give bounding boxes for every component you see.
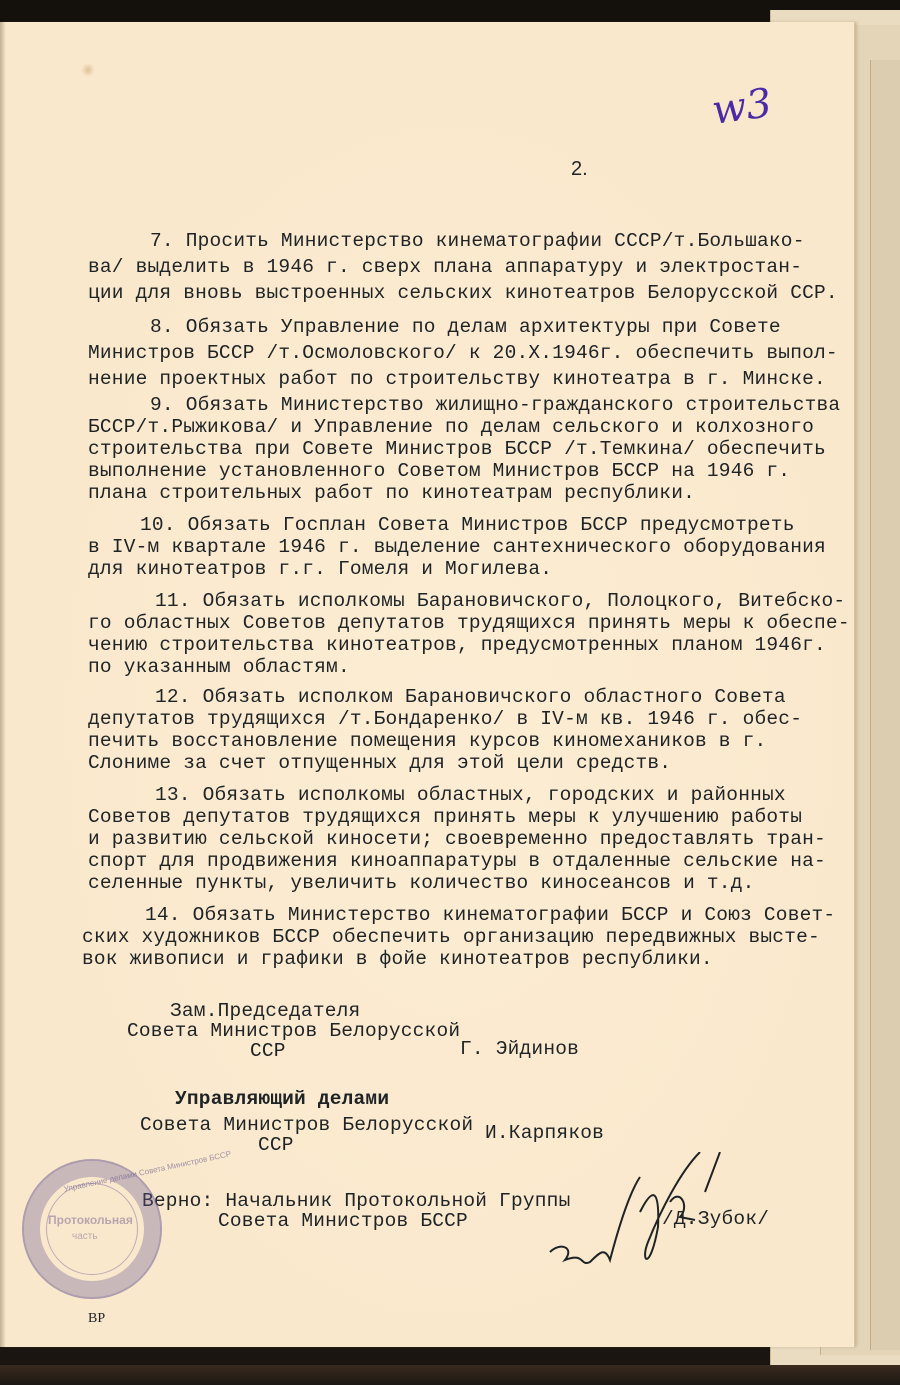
- page-number: 2.: [571, 158, 588, 180]
- paragraph-line: 10. Обязать Госплан Совета Министров БССР предусмотреть: [140, 514, 795, 536]
- paragraph-line: для кинотеатров г.г. Гомеля и Могилева.: [88, 558, 553, 580]
- paragraph-line: вок живописи и графики в фойе кинотеатров республики.: [82, 948, 713, 970]
- paragraph-line: Министров БССР /т.Осмоловского/ к 20.X.1946г. обеспечить выпол-: [88, 342, 838, 364]
- official-stamp: [22, 1149, 232, 1299]
- paragraph-line: выполнение установленного Советом Министров БССР на 1946 г.: [88, 460, 791, 482]
- signatory-title: Совета Министров Белорусской: [140, 1114, 474, 1136]
- signatory-title: ССР: [258, 1134, 294, 1156]
- paragraph-line: 8. Обязать Управление по делам архитектуры при Совете: [150, 316, 781, 338]
- paragraph-line: ции для вновь выстроенных сельских кинотеатров Белорусской ССР.: [88, 282, 838, 304]
- signatory-title: Совета Министров БССР: [218, 1210, 468, 1232]
- typist-initials: ВР: [88, 1311, 106, 1326]
- signatory-title: Верно: Начальник Протокольной Группы: [142, 1190, 571, 1212]
- signatory-title: ССР: [250, 1040, 286, 1062]
- paragraph-line: 9. Обязать Министерство жилищно-гражданского строительства: [150, 394, 841, 416]
- signatory-title: Зам.Председателя: [170, 1000, 361, 1022]
- document-page: [0, 22, 855, 1347]
- signatory-title: Управляющий делами: [175, 1088, 390, 1110]
- stamp-inner-ring: [46, 1183, 138, 1275]
- scan-bottom-edge: [0, 1365, 900, 1385]
- paragraph-line: 11. Обязать исполкомы Барановичского, Полоцкого, Витебско-: [155, 590, 846, 612]
- stamp-center-text: Протокольная: [48, 1213, 133, 1227]
- signatory-name: И.Карпяков: [485, 1122, 605, 1144]
- signatory-name: /Д.Зубок/: [662, 1208, 770, 1230]
- stamp-center-text: часть: [72, 1231, 98, 1242]
- signatory-title: Совета Министров Белорусской: [127, 1020, 461, 1042]
- paragraph-line: го областных Советов депутатов трудящихся принять меры к обеспе-: [88, 612, 850, 634]
- paragraph-line: и развитию сельской киносети; своевременно предоставлять тран-: [88, 828, 826, 850]
- paragraph-line: БССР/т.Рыжикова/ и Управление по делам сельского и колхозного: [88, 416, 815, 438]
- signatory-name: Г. Эйдинов: [460, 1038, 580, 1060]
- paragraph-line: селенные пункты, увеличить количество киносеансов и т.д.: [88, 872, 755, 894]
- paragraph-line: 13. Обязать исполкомы областных, городских и районных: [155, 784, 786, 806]
- paragraph-line: печить восстановление помещения курсов киномехаников в г.: [88, 730, 767, 752]
- paragraph-line: депутатов трудящихся /т.Бондаренко/ в IV-м кв. 1946 г. обес-: [88, 708, 803, 730]
- paragraph-line: Слониме за счет отпущенных для этой цели средств.: [88, 752, 672, 774]
- paragraph-line: нение проектных работ по строительству кинотеатра в г. Минске.: [88, 368, 826, 390]
- paragraph-line: в IV-м квартале 1946 г. выделение сантехнического оборудования: [88, 536, 826, 558]
- paragraph-line: чению строительства кинотеатров, предусмотренных планом 1946г.: [88, 634, 826, 656]
- paragraph-line: 12. Обязать исполком Барановичского областного Совета: [155, 686, 786, 708]
- paragraph-line: строительства при Совете Министров БССР /т.Темкина/ обеспечить: [88, 438, 826, 460]
- paragraph-line: 14. Обязать Министерство кинематографии БССР и Союз Совет-: [145, 904, 836, 926]
- paragraph-line: по указанным областям.: [88, 656, 350, 678]
- paragraph-line: 7. Просить Министерство кинематографии СССР/т.Большако-: [150, 230, 805, 252]
- stamp-ring-text: Управление делами Совета Министров БССР: [62, 1149, 232, 1194]
- scan-top-edge: [0, 0, 900, 22]
- underlying-sheet: [870, 60, 900, 1350]
- paragraph-line: ских художников БССР обеспечить организацию передвижных высте-: [82, 926, 820, 948]
- handwritten-signature: [530, 1152, 730, 1282]
- paragraph-line: Советов депутатов трудящихся принять меры к улучшению работы: [88, 806, 803, 828]
- binding-shadow: [0, 22, 6, 1347]
- paragraph-line: ва/ выделить в 1946 г. сверх плана аппаратуру и электростан-: [88, 256, 803, 278]
- paragraph-line: спорт для продвижения киноаппаратуры в отдаленные сельские на-: [88, 850, 826, 872]
- handwritten-folio-number: w3: [709, 80, 775, 134]
- paragraph-line: плана строительных работ по кинотеатрам республики.: [88, 482, 695, 504]
